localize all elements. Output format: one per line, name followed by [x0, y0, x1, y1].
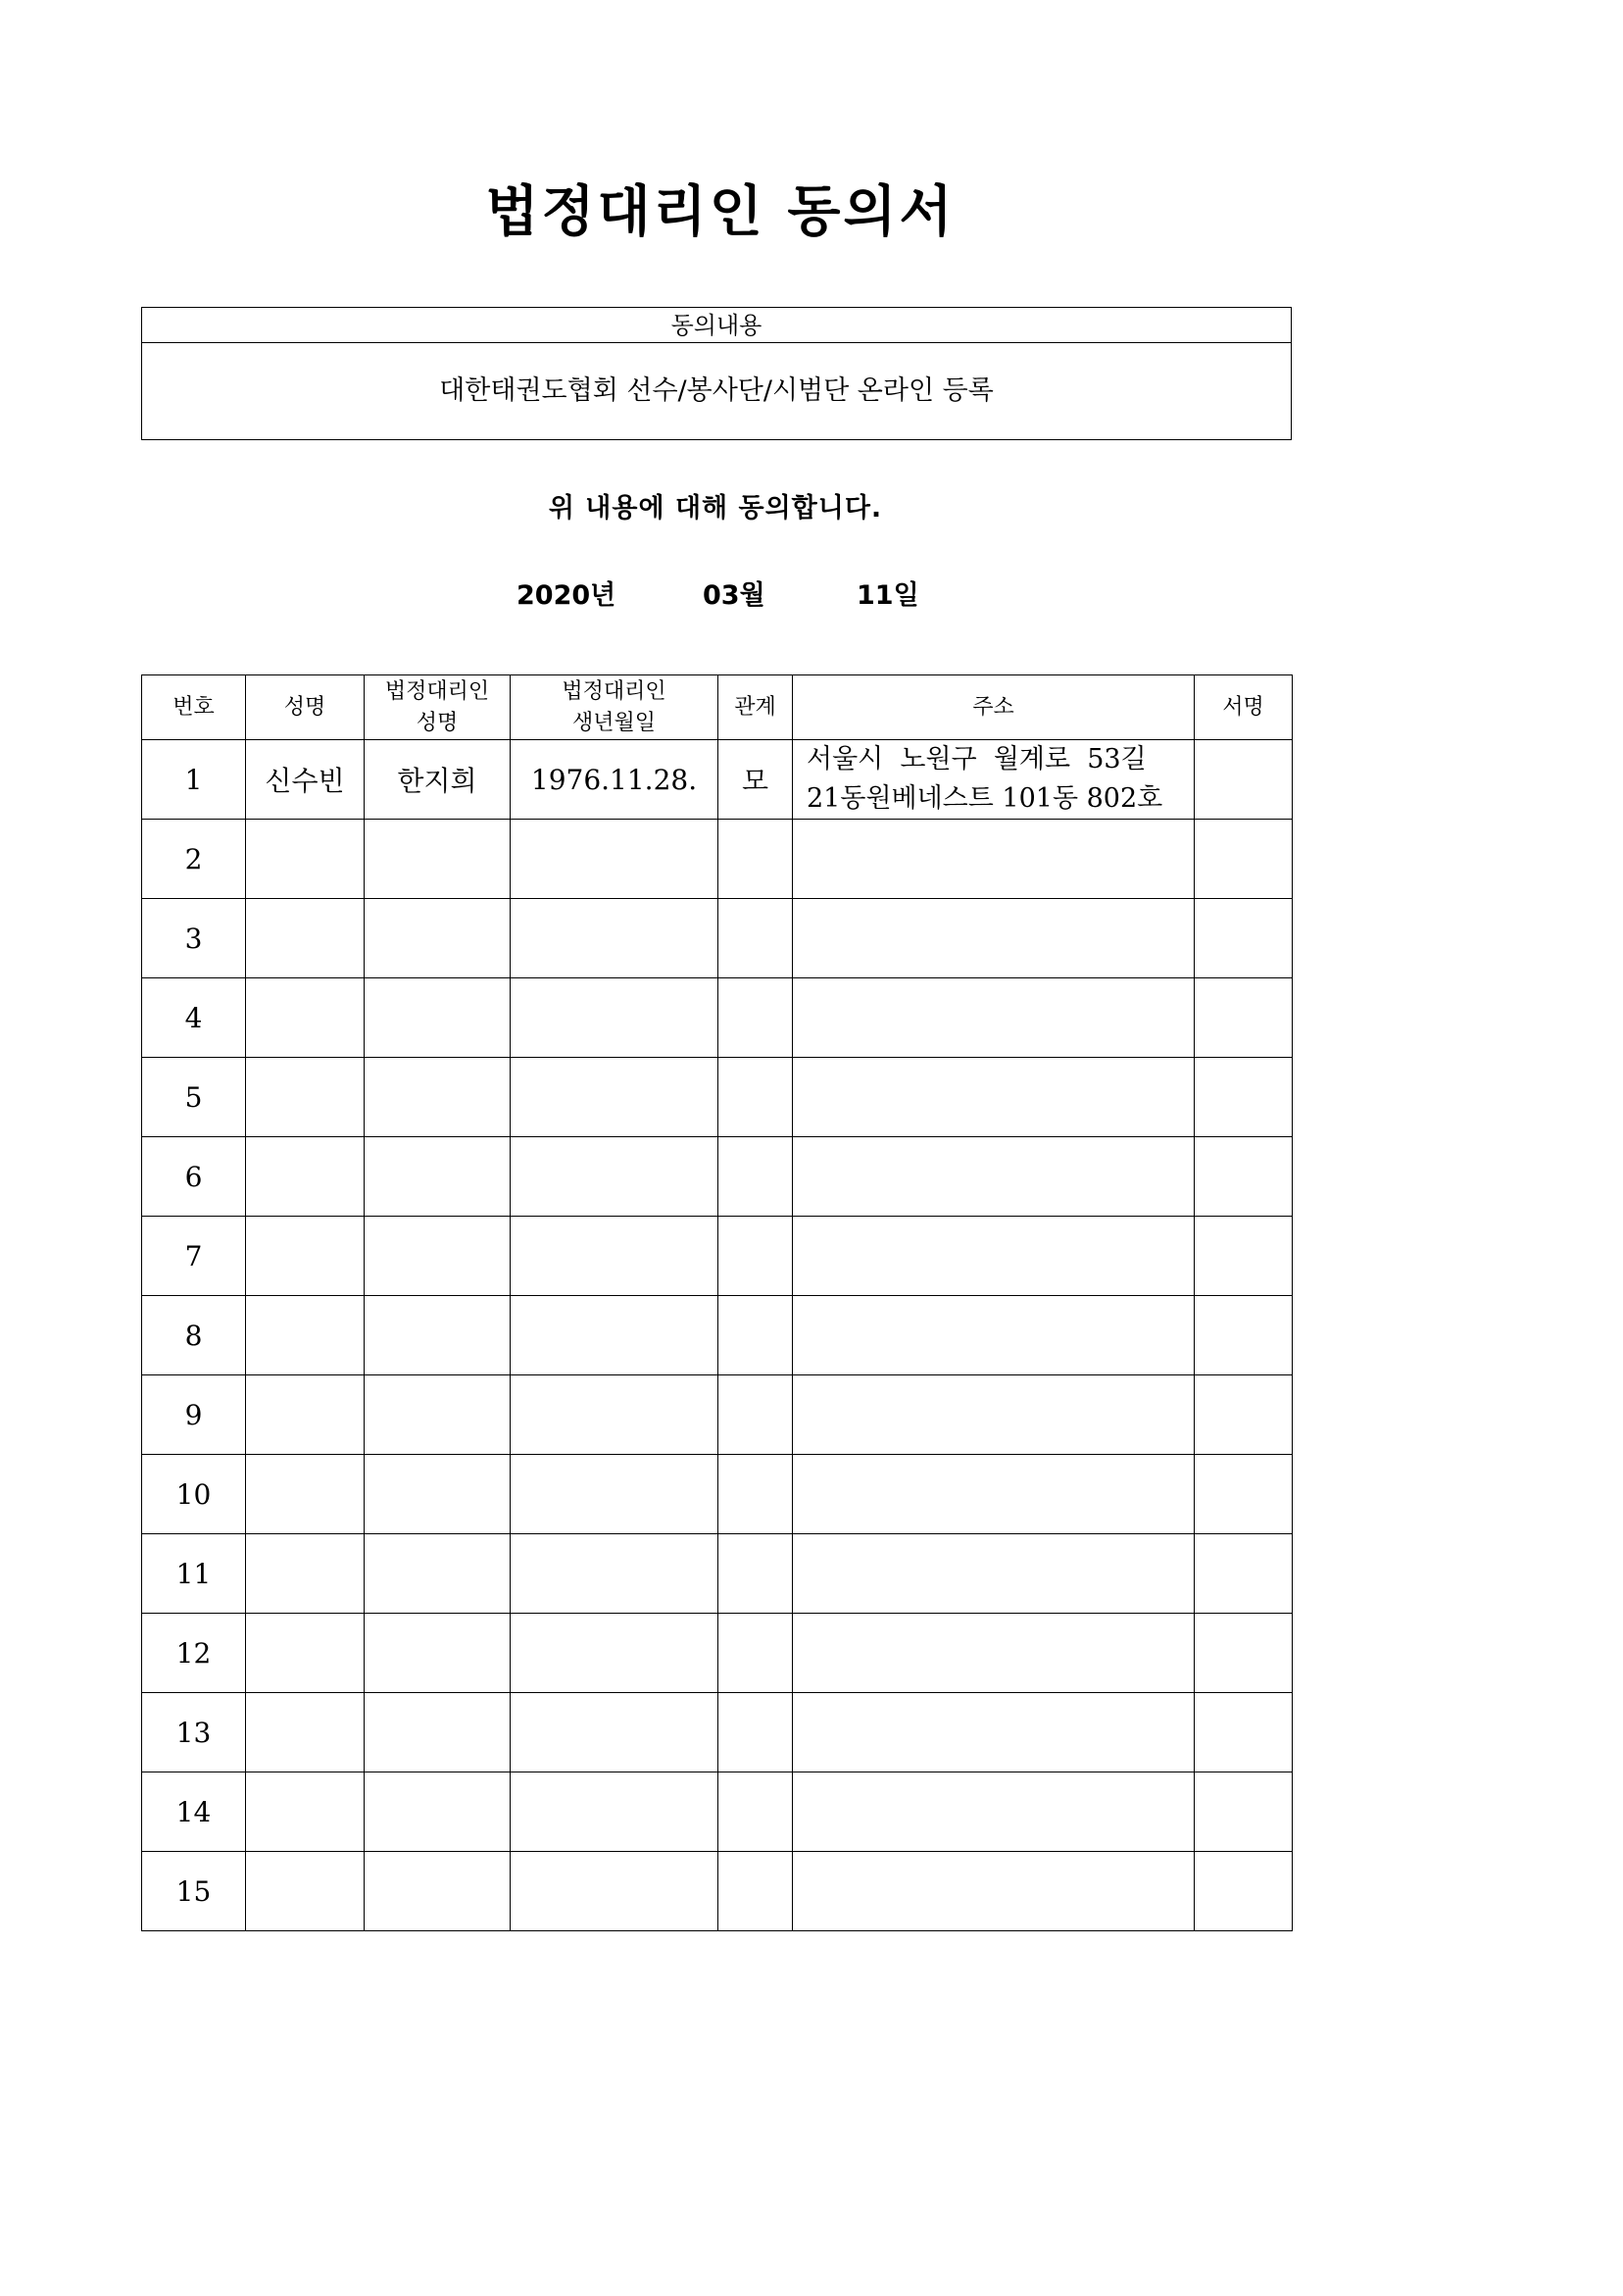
address [793, 1058, 1195, 1137]
date-month: 03월 [703, 580, 765, 611]
row-number: 4 [142, 978, 246, 1058]
student-name [246, 1058, 365, 1137]
guardian-name [365, 1058, 511, 1137]
table-row [142, 740, 1293, 820]
student-name [246, 1852, 365, 1931]
relation [718, 1455, 793, 1534]
student-name: 신수빈 [246, 740, 365, 820]
relation [718, 978, 793, 1058]
table-row [142, 1534, 1293, 1614]
relation [718, 1375, 793, 1455]
relation [718, 1614, 793, 1693]
guardian-birthdate [511, 1217, 718, 1296]
relation [718, 1772, 793, 1852]
relation [718, 1058, 793, 1137]
table-row [142, 1375, 1293, 1455]
guardian-name [365, 978, 511, 1058]
table-row [142, 1137, 1293, 1217]
date-day: 11일 [857, 580, 919, 611]
guardian-birthdate [511, 1534, 718, 1614]
signature-field [1195, 1217, 1293, 1296]
guardian-birthdate: 1976.11.28. [511, 740, 718, 820]
header-name: 성명 [246, 675, 365, 740]
student-name [246, 1614, 365, 1693]
relation [718, 1534, 793, 1614]
address-line: 21동원베네스트 101동 802호 [807, 783, 1163, 814]
row-number: 9 [142, 1375, 246, 1455]
guardian-birthdate [511, 1772, 718, 1852]
signature-field [1195, 1693, 1293, 1772]
address [793, 978, 1195, 1058]
student-name [246, 820, 365, 899]
consent-box [141, 307, 1292, 440]
page-title: 법정대리인 동의서 [485, 180, 956, 244]
guardian-name [365, 820, 511, 899]
guardian-birthdate [511, 1852, 718, 1931]
address [793, 820, 1195, 899]
signature-field [1195, 899, 1293, 978]
address [793, 899, 1195, 978]
relation [718, 1296, 793, 1375]
guardian-name [365, 1772, 511, 1852]
table-row [142, 1455, 1293, 1534]
table-row [142, 1614, 1293, 1693]
signature-field [1195, 1852, 1293, 1931]
row-number: 1 [142, 740, 246, 820]
guardian-name [365, 1614, 511, 1693]
row-number: 3 [142, 899, 246, 978]
address [793, 1852, 1195, 1931]
row-number: 13 [142, 1693, 246, 1772]
signature-field [1195, 740, 1293, 820]
guardian-birthdate [511, 899, 718, 978]
agreement-statement: 위 내용에 대해 동의합니다. [548, 493, 883, 524]
table-row [142, 1296, 1293, 1375]
student-name [246, 1375, 365, 1455]
row-number: 8 [142, 1296, 246, 1375]
relation [718, 899, 793, 978]
table-row [142, 1693, 1293, 1772]
address [793, 1296, 1195, 1375]
row-number: 5 [142, 1058, 246, 1137]
header-guardian-name: 법정대리인 성명 [365, 675, 511, 740]
address [793, 740, 1195, 820]
signature-field [1195, 1058, 1293, 1137]
guardian-birthdate [511, 1058, 718, 1137]
guardian-name: 한지희 [365, 740, 511, 820]
guardian-birthdate [511, 1455, 718, 1534]
table-row [142, 978, 1293, 1058]
header-no: 번호 [142, 675, 246, 740]
guardian-birthdate [511, 1296, 718, 1375]
relation: 모 [718, 740, 793, 820]
address [793, 1375, 1195, 1455]
guardian-name [365, 899, 511, 978]
guardian-birthdate [511, 978, 718, 1058]
table-row [142, 899, 1293, 978]
row-number: 2 [142, 820, 246, 899]
student-name [246, 978, 365, 1058]
relation [718, 1693, 793, 1772]
address [793, 1772, 1195, 1852]
relation [718, 1217, 793, 1296]
guardian-birthdate [511, 1614, 718, 1693]
row-number: 6 [142, 1137, 246, 1217]
student-name [246, 1534, 365, 1614]
row-number: 14 [142, 1772, 246, 1852]
address [793, 1534, 1195, 1614]
signature-field [1195, 1137, 1293, 1217]
student-name [246, 899, 365, 978]
guardian-birthdate [511, 820, 718, 899]
student-name [246, 1296, 365, 1375]
signature-field [1195, 1772, 1293, 1852]
row-number: 7 [142, 1217, 246, 1296]
address-line: 서울시 노원구 월계로 53길 [807, 744, 1147, 774]
relation [718, 1137, 793, 1217]
student-name [246, 1455, 365, 1534]
address [793, 1217, 1195, 1296]
signature-field [1195, 1296, 1293, 1375]
student-name [246, 1693, 365, 1772]
row-number: 10 [142, 1455, 246, 1534]
guardian-name [365, 1534, 511, 1614]
guardian-birthdate [511, 1693, 718, 1772]
guardian-name [365, 1375, 511, 1455]
table-row [142, 1058, 1293, 1137]
relation [718, 1852, 793, 1931]
student-name [246, 1217, 365, 1296]
guardian-birthdate [511, 1137, 718, 1217]
row-number: 15 [142, 1852, 246, 1931]
row-number: 12 [142, 1614, 246, 1693]
signature-field [1195, 820, 1293, 899]
address [793, 1693, 1195, 1772]
signature-field [1195, 1375, 1293, 1455]
signature-field [1195, 978, 1293, 1058]
guardian-name [365, 1217, 511, 1296]
table-row [142, 820, 1293, 899]
address [793, 1455, 1195, 1534]
guardian-name [365, 1693, 511, 1772]
consent-header: 동의내용 [142, 308, 1291, 343]
student-name [246, 1772, 365, 1852]
signature-table [141, 674, 1293, 1931]
header-signature: 서명 [1195, 675, 1293, 740]
guardian-name [365, 1852, 511, 1931]
guardian-name [365, 1137, 511, 1217]
table-header-row [142, 675, 1293, 740]
header-address: 주소 [793, 675, 1195, 740]
header-relation: 관계 [718, 675, 793, 740]
signature-field [1195, 1534, 1293, 1614]
guardian-name [365, 1296, 511, 1375]
student-name [246, 1137, 365, 1217]
table-row [142, 1852, 1293, 1931]
guardian-birthdate [511, 1375, 718, 1455]
date-year: 2020년 [516, 580, 616, 611]
table-row [142, 1217, 1293, 1296]
header-guardian-birth: 법정대리인 생년월일 [511, 675, 718, 740]
row-number: 11 [142, 1534, 246, 1614]
address [793, 1137, 1195, 1217]
consent-content: 대한태권도협회 선수/봉사단/시범단 온라인 등록 [439, 375, 994, 406]
relation [718, 820, 793, 899]
table-row [142, 1772, 1293, 1852]
signature-field [1195, 1614, 1293, 1693]
address [793, 1614, 1195, 1693]
signature-field [1195, 1455, 1293, 1534]
guardian-name [365, 1455, 511, 1534]
